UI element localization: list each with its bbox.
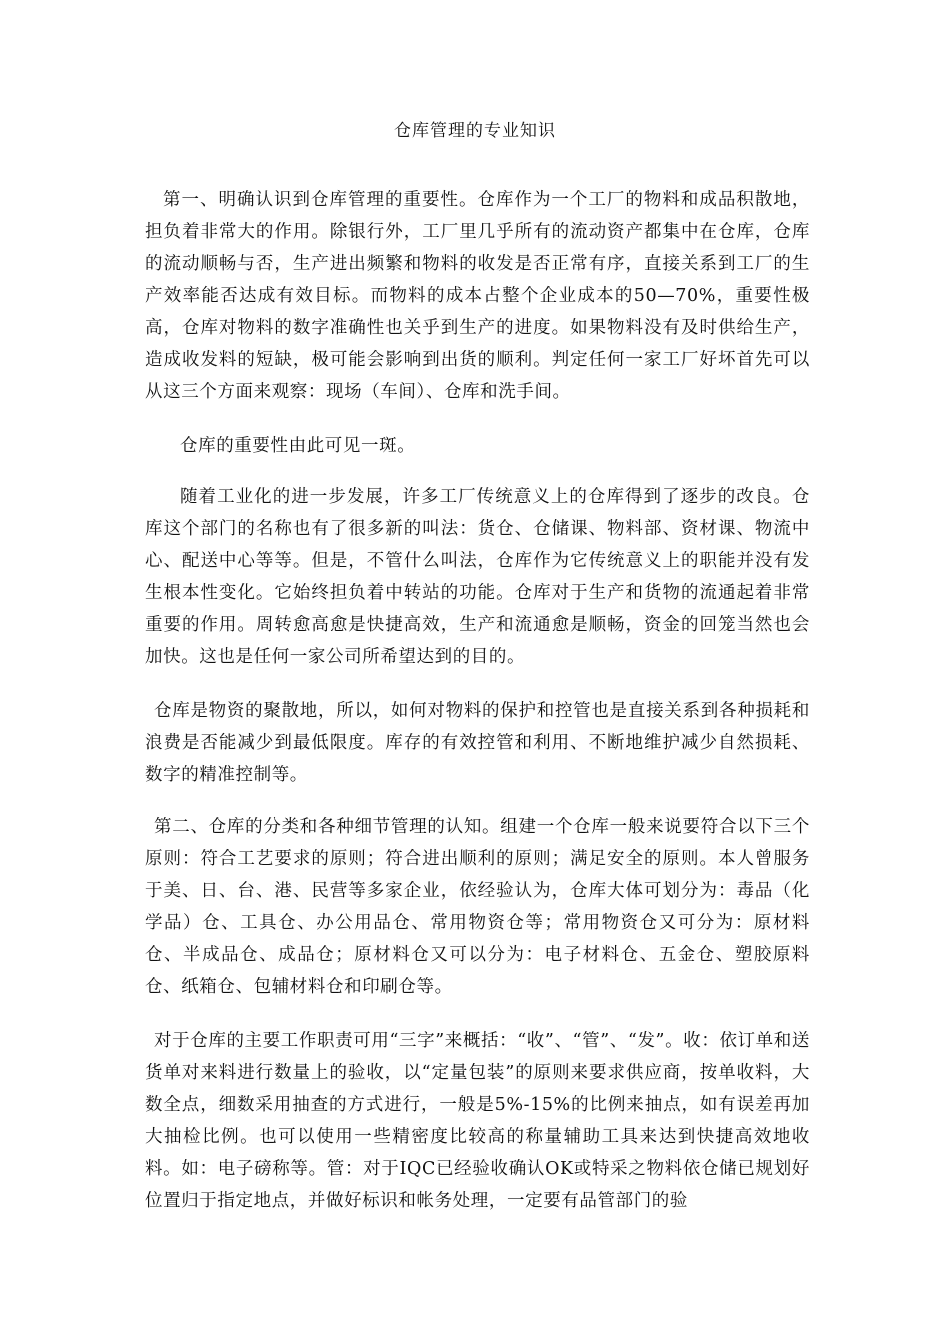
document-title: 仓库管理的专业知识 [394, 121, 556, 141]
paragraph-importance: 第一、明确认识到仓库管理的重要性。仓库作为一个工厂的物料和成品积散地，担负着非常大的作用。除银行外，工厂里几乎所有的流动资产都集中在仓库，仓库的流动顺畅与否，生产进出频繁和物料的收发是否正常有序，直接关系到工厂的生产效率能否达成有效目标。而物料的成本占整个企业成本的50—70%，重要性极高，仓库对物料的数字准确性也关乎到生产的进度。如果物料没有及时供给生产，造成收发料的短缺，极可能会影响到出货的顺利。判定任何一家工厂好坏首先可以从这三个方面来观察：现场（车间）、仓库和洗手间。 [145, 189, 810, 402]
paragraph-material-control: 仓库是物资的聚散地，所以，如何对物料的保护和控管也是直接关系到各种损耗和浪费是否能减少到最低限度。库存的有效控管和利用、不断地维护减少自然损耗、数字的精准控制等。 [145, 700, 810, 785]
paragraph-summary: 仓库的重要性由此可见一斑。 [180, 435, 416, 456]
paragraph-industrialization: 随着工业化的进一步发展，许多工厂传统意义上的仓库得到了逐步的改良。仓库这个部门的名称也有了很多新的叫法：货仓、仓储课、物料部、资材课、物流中心、配送中心等等。但是，不管什么叫法，仓库作为它传统意义上的职能并没有发生根本性变化。它始终担负着中转站的功能。仓库对于生产和货物的流通起着非常重要的作用。周转愈高愈是快捷高效，生产和流通愈是顺畅，资金的回笼当然也会加快。这也是任何一家公司所希望达到的目的。 [145, 486, 810, 667]
paragraph-responsibilities: 对于仓库的主要工作职责可用“三字”来概括：“收”、“管”、“发”。收：依订单和送货单对来料进行数量上的验收，以“定量包装”的原则来要求供应商，按单收料，大数全点，细数采用抽查的方式进行，一般是5%-15%的比例来抽点，如有误差再加大抽检比例。也可以使用一些精密度比较高的称量辅助工具来达到快捷高效地收料。如：电子磅称等。管：对于IQC已经验收确认OK或特采之物料依仓储已规划好位置归于指定地点，并做好标识和帐务处理，一定要有品管部门的验 [145, 1030, 810, 1211]
paragraph-classification: 第二、仓库的分类和各种细节管理的认知。组建一个仓库一般来说要符合以下三个原则：符合工艺要求的原则；符合进出顺利的原则；满足安全的原则。本人曾服务于美、日、台、港、民营等多家企业，依经验认为，仓库大体可划分为：毒品（化学品）仓、工具仓、办公用品仓、常用物资仓等；常用物资仓又可分为：原材料仓、半成品仓、成品仓；原材料仓又可以分为：电子材料仓、五金仓、塑胶原料仓、纸箱仓、包辅材料仓和印刷仓等。 [145, 816, 810, 997]
